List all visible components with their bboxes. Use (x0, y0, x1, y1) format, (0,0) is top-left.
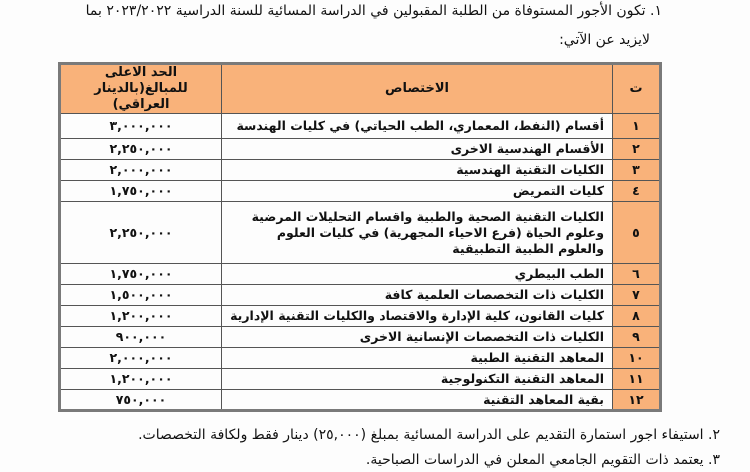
table-row (60, 114, 661, 139)
table-row (60, 285, 661, 306)
cell-specialty: الطب البيطري (222, 264, 613, 285)
cell-specialty: بقية المعاهد التقنية (222, 390, 613, 411)
cell-amount: ٣,٠٠٠,٠٠٠ (60, 114, 222, 139)
point-2: ٢. استيفاء اجور استمارة التقديم على الدراسة المسائية بمبلغ (٢٥,٠٠٠) دينار فقط ولكافة التخصصات. (138, 427, 720, 443)
cell-num: ١٢ (613, 390, 661, 411)
header-specialty: الاختصاص (222, 64, 613, 114)
cell-amount: ١,٧٥٠,٠٠٠ (60, 181, 222, 202)
cell-num: ١٠ (613, 348, 661, 369)
cell-specialty: المعاهد التقنية التكنولوجية (222, 369, 613, 390)
cell-specialty: الكليات التقنية الصحية والطبية واقسام التحليلات المرضية وعلوم الحياة (فرع الاحياء المجهرية) في كليات العلوم والعلوم الطبية التطبيقية (222, 202, 613, 264)
cell-amount: ١,٢٠٠,٠٠٠ (60, 369, 222, 390)
cell-num: ١ (613, 114, 661, 139)
table-row (60, 160, 661, 181)
cell-num: ٩ (613, 327, 661, 348)
cell-amount: ٢,٢٥٠,٠٠٠ (60, 139, 222, 160)
table-row (60, 327, 661, 348)
cell-amount: ٧٥٠,٠٠٠ (60, 390, 222, 411)
table-row (60, 348, 661, 369)
cell-num: ٣ (613, 160, 661, 181)
cell-specialty: المعاهد التقنية الطبية (222, 348, 613, 369)
header-num: ت (613, 64, 661, 114)
cell-amount: ١,٢٠٠,٠٠٠ (60, 306, 222, 327)
fees-table (58, 62, 662, 412)
table-row (60, 181, 661, 202)
cell-specialty: كليات القانون، كلية الإدارة والاقتصاد والكليات التقنية الإدارية (222, 306, 613, 327)
cell-specialty: الكليات ذات التخصصات العلمية كافة (222, 285, 613, 306)
table-row (60, 369, 661, 390)
cell-specialty: كليات التمريض (222, 181, 613, 202)
cell-num: ٦ (613, 264, 661, 285)
cell-num: ٧ (613, 285, 661, 306)
point-3: ٣. يعتمد ذات التقويم الجامعي المعلن في الدراسات الصباحية. (365, 452, 720, 468)
table-header-row (60, 64, 661, 114)
cell-amount: ٩٠٠,٠٠٠ (60, 327, 222, 348)
intro-line-2: لايزيد عن الآتي: (559, 32, 650, 48)
cell-amount: ٢,٠٠٠,٠٠٠ (60, 160, 222, 181)
cell-amount: ٢,٢٥٠,٠٠٠ (60, 202, 222, 264)
table-row (60, 306, 661, 327)
cell-num: ٨ (613, 306, 661, 327)
cell-num: ٥ (613, 202, 661, 264)
cell-specialty: الكليات ذات التخصصات الإنسانية الاخرى (222, 327, 613, 348)
cell-amount: ٢,٠٠٠,٠٠٠ (60, 348, 222, 369)
cell-amount: ١,٧٥٠,٠٠٠ (60, 264, 222, 285)
table-row (60, 264, 661, 285)
cell-specialty: الكليات التقنية الهندسية (222, 160, 613, 181)
cell-num: ٤ (613, 181, 661, 202)
intro-line-1: ١. تكون الأجور المستوفاة من الطلبة المقبولين في الدراسة المسائية للسنة الدراسية ٢٠٢٣/٢٠٢٢ بما (85, 3, 662, 19)
table-row (60, 202, 661, 264)
table-row (60, 139, 661, 160)
table-row (60, 390, 661, 411)
cell-num: ٢ (613, 139, 661, 160)
cell-num: ١١ (613, 369, 661, 390)
cell-amount: ١,٥٠٠,٠٠٠ (60, 285, 222, 306)
cell-specialty: أقسام (النفط، المعماري، الطب الحياتي) في كليات الهندسة (222, 114, 613, 139)
header-amount: الحد الاعلى للمبالغ(بالدينار العراقي) (60, 64, 222, 114)
cell-specialty: الأقسام الهندسية الاخرى (222, 139, 613, 160)
